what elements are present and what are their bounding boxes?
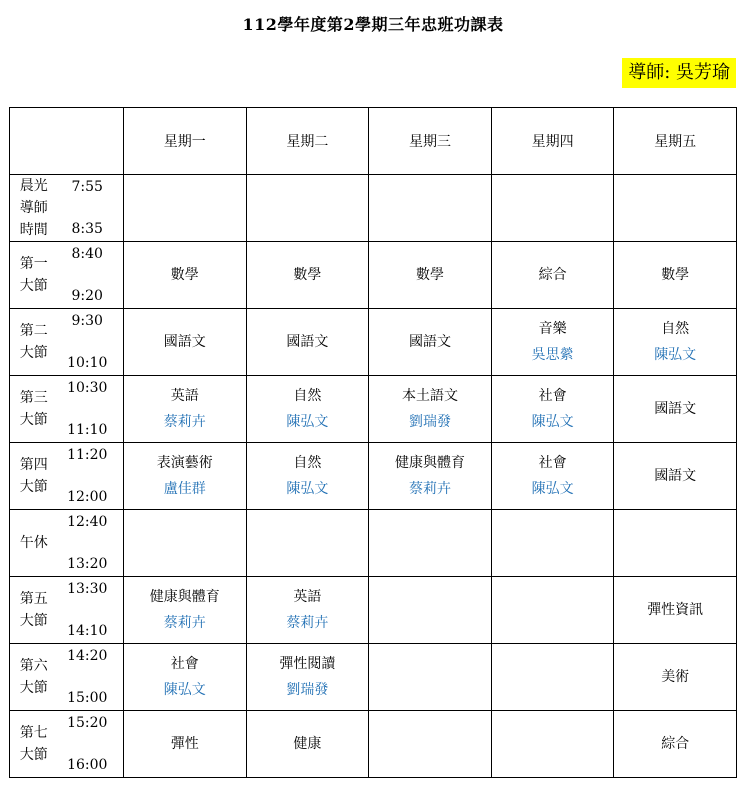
class-cell — [369, 577, 492, 644]
period-label — [10, 309, 58, 376]
subject: 數學 — [661, 267, 690, 283]
end-time: 13:20 — [67, 556, 108, 572]
period-time — [58, 175, 124, 242]
subject: 音樂 — [538, 321, 567, 337]
period-label-line: 大節 — [19, 479, 48, 495]
start-time: 11:20 — [67, 447, 108, 463]
period-row — [10, 644, 737, 711]
period-time — [58, 711, 124, 778]
period-time — [58, 242, 124, 309]
class-cell — [246, 577, 369, 644]
period-row — [10, 376, 737, 443]
subject: 數學 — [415, 267, 444, 283]
period-row — [10, 242, 737, 309]
teacher: 陳弘文 — [286, 481, 329, 497]
class-cell — [614, 309, 737, 376]
class-cell — [124, 577, 247, 644]
period-label-line: 大節 — [19, 345, 48, 361]
period-label — [10, 175, 58, 242]
period-label-line: 第六 — [19, 658, 48, 674]
class-cell — [614, 376, 737, 443]
period-row — [10, 510, 737, 577]
period-label-line: 第四 — [19, 457, 48, 473]
class-cell — [614, 175, 737, 242]
class-cell — [246, 175, 369, 242]
end-time: 11:10 — [67, 422, 108, 438]
day-header: 星期一 — [124, 108, 247, 175]
period-label-line: 大節 — [19, 412, 48, 428]
subject: 國語文 — [654, 401, 697, 417]
end-time: 16:00 — [67, 757, 108, 773]
teacher: 陳弘文 — [531, 414, 574, 430]
period-row — [10, 577, 737, 644]
class-cell — [246, 376, 369, 443]
period-label — [10, 443, 58, 510]
class-cell — [491, 644, 614, 711]
period-label — [10, 242, 58, 309]
end-time: 15:00 — [67, 690, 108, 706]
class-cell — [369, 510, 492, 577]
period-label-line: 時間 — [19, 222, 48, 238]
class-cell — [369, 644, 492, 711]
class-cell — [124, 443, 247, 510]
start-time: 9:30 — [71, 313, 103, 329]
period-label — [10, 644, 58, 711]
subject: 綜合 — [661, 736, 690, 752]
subject: 社會 — [538, 455, 567, 471]
class-cell — [491, 577, 614, 644]
end-time: 8:35 — [71, 221, 103, 237]
subject: 社會 — [538, 388, 567, 404]
class-cell — [246, 242, 369, 309]
subject: 自然 — [293, 455, 322, 471]
class-cell — [614, 644, 737, 711]
class-cell — [491, 510, 614, 577]
class-cell — [369, 309, 492, 376]
class-cell — [246, 510, 369, 577]
subject: 美術 — [661, 669, 690, 685]
subject: 國語文 — [286, 334, 329, 350]
class-cell — [124, 644, 247, 711]
class-cell — [491, 309, 614, 376]
class-cell — [124, 376, 247, 443]
end-time: 14:10 — [67, 623, 108, 639]
class-cell — [124, 510, 247, 577]
end-time: 9:20 — [71, 288, 103, 304]
subject: 國語文 — [408, 334, 451, 350]
period-time — [58, 510, 124, 577]
period-label-line: 第一 — [19, 256, 48, 272]
period-label-line: 大節 — [19, 278, 48, 294]
class-cell — [246, 309, 369, 376]
subject: 國語文 — [654, 468, 697, 484]
timetable — [9, 107, 737, 778]
period-label-line: 大節 — [19, 680, 48, 696]
start-time: 15:20 — [67, 715, 108, 731]
subject: 自然 — [661, 321, 690, 337]
class-cell — [124, 711, 247, 778]
class-cell — [614, 711, 737, 778]
subject: 自然 — [293, 388, 322, 404]
teacher: 蔡莉卉 — [408, 481, 451, 497]
start-time: 14:20 — [67, 648, 108, 664]
teacher: 陳弘文 — [654, 347, 697, 363]
period-label-line: 午休 — [19, 535, 48, 551]
mentor-label: 導師: 吳芳瑜 — [622, 58, 736, 88]
teacher: 劉瑞發 — [286, 682, 329, 698]
class-cell — [491, 376, 614, 443]
subject: 健康與體育 — [149, 589, 220, 605]
period-time — [58, 309, 124, 376]
class-cell — [124, 175, 247, 242]
period-label-line: 大節 — [19, 747, 48, 763]
class-cell — [369, 242, 492, 309]
class-cell — [124, 242, 247, 309]
class-cell — [369, 711, 492, 778]
subject: 彈性 — [170, 736, 199, 752]
class-cell — [246, 644, 369, 711]
period-label-line: 晨光 — [19, 178, 48, 194]
period-label-line: 第三 — [19, 390, 48, 406]
day-header: 星期二 — [246, 108, 369, 175]
subject: 綜合 — [538, 267, 567, 283]
period-time — [58, 376, 124, 443]
subject: 本土語文 — [401, 388, 458, 404]
period-label-line: 第五 — [19, 591, 48, 607]
period-time — [58, 644, 124, 711]
period-label-line: 導師 — [19, 200, 48, 216]
teacher: 劉瑞發 — [408, 414, 451, 430]
class-cell — [614, 577, 737, 644]
teacher: 蔡莉卉 — [286, 615, 329, 631]
day-header: 星期四 — [491, 108, 614, 175]
class-cell — [246, 443, 369, 510]
teacher: 蔡莉卉 — [163, 615, 206, 631]
class-cell — [369, 443, 492, 510]
subject: 國語文 — [163, 334, 206, 350]
subject: 英語 — [293, 589, 322, 605]
day-header: 星期三 — [369, 108, 492, 175]
teacher: 蔡莉卉 — [163, 414, 206, 430]
period-label — [10, 577, 58, 644]
end-time: 10:10 — [67, 355, 108, 371]
class-cell — [369, 376, 492, 443]
period-row — [10, 443, 737, 510]
period-time — [58, 577, 124, 644]
period-label-line: 大節 — [19, 613, 48, 629]
class-cell — [246, 711, 369, 778]
class-cell — [491, 242, 614, 309]
end-time: 12:00 — [67, 489, 108, 505]
subject: 彈性閱讀 — [279, 656, 336, 672]
class-cell — [614, 510, 737, 577]
class-cell — [491, 175, 614, 242]
teacher: 吳思縈 — [531, 347, 574, 363]
teacher: 盧佳群 — [163, 481, 206, 497]
page-title: 112學年度第2學期三年忠班功課表 — [242, 15, 504, 34]
subject: 英語 — [170, 388, 199, 404]
corner-cell — [10, 108, 124, 175]
period-label — [10, 376, 58, 443]
period-label-line: 第七 — [19, 725, 48, 741]
day-header: 星期五 — [614, 108, 737, 175]
subject: 數學 — [293, 267, 322, 283]
class-cell — [614, 242, 737, 309]
subject: 數學 — [170, 267, 199, 283]
period-time — [58, 443, 124, 510]
class-cell — [491, 443, 614, 510]
start-time: 10:30 — [67, 380, 108, 396]
period-row — [10, 175, 737, 242]
subject: 健康與體育 — [394, 455, 465, 471]
subject: 表演藝術 — [156, 455, 213, 471]
class-cell — [369, 175, 492, 242]
header-row — [10, 108, 737, 175]
teacher: 陳弘文 — [163, 682, 206, 698]
start-time: 13:30 — [67, 581, 108, 597]
subject: 健康 — [293, 736, 322, 752]
start-time: 8:40 — [71, 246, 103, 262]
subject: 彈性資訊 — [647, 602, 704, 618]
class-cell — [124, 309, 247, 376]
teacher: 陳弘文 — [531, 481, 574, 497]
start-time: 12:40 — [67, 514, 108, 530]
period-label — [10, 510, 58, 577]
period-label — [10, 711, 58, 778]
class-cell — [491, 711, 614, 778]
teacher: 陳弘文 — [286, 414, 329, 430]
class-cell — [614, 443, 737, 510]
period-row — [10, 711, 737, 778]
subject: 社會 — [170, 656, 199, 672]
period-label-line: 第二 — [19, 323, 48, 339]
period-row — [10, 309, 737, 376]
start-time: 7:55 — [71, 179, 103, 195]
